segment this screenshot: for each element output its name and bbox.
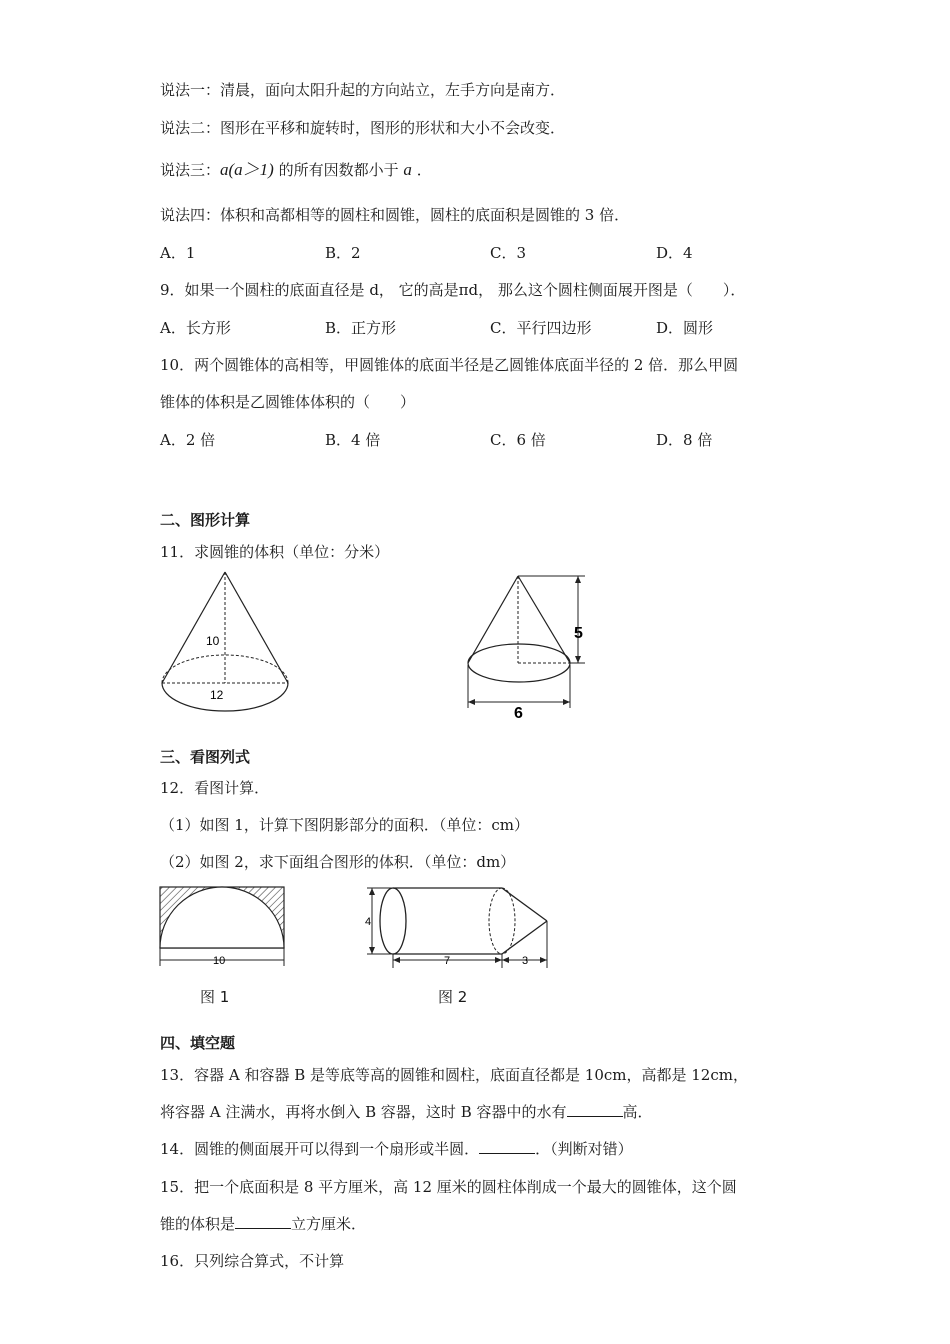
q10-line-2: 锥体的体积是乙圆锥体体积的（ ） [160,393,416,411]
figure-2-height-label: 4 [365,916,372,928]
q10-option-c: C．6 倍 [490,431,546,449]
q13-line-2-end: 高． [622,1103,653,1121]
q15-line-1: 15．把一个底面积是 8 平方厘米，高 12 厘米的圆柱体削成一个最大的圆锥体，这个圆 [160,1178,737,1196]
q8-option-d: D．4 [656,244,693,262]
cone-1-diameter-label: 12 [210,688,224,702]
section-4-title: 四、填空题 [160,1034,236,1052]
q15-line-2-end: 立方厘米． [291,1215,367,1233]
figure-2-cylinder-length-label: 7 [444,955,451,967]
q10-line-1: 10．两个圆锥体的高相等，甲圆锥体的底面半径是乙圆锥体底面半径的 2 倍．那么甲圆 [160,356,739,374]
cone-2-diameter-label: 6 [514,705,523,722]
statement-3 [160,160,432,180]
statement-3-end: ． [416,161,432,179]
q14-text: 14．圆锥的侧面展开可以得到一个扇形或半圆． [160,1140,480,1158]
figure-1-width-label: 10 [213,955,226,967]
q14 [160,1139,633,1159]
q9-option-b: B．正方形 [325,319,397,337]
q8-option-b: B．2 [325,244,361,262]
q12-part-2: （2）如图 2，求下面组合图形的体积．（单位：dm） [160,853,516,871]
statement-3-math: a(a＞1) [220,160,274,179]
q13-line-2-text: 将容器 A 注满水，再将水倒入 B 容器，这时 B 容器中的水有 [160,1103,567,1121]
statement-4: 说法四：体积和高都相等的圆柱和圆锥，圆柱的底面积是圆锥的 3 倍． [160,206,630,224]
section-2-title: 二、图形计算 [160,511,251,529]
section-3-title: 三、看图列式 [160,748,251,766]
cone-figure-1 [155,568,295,718]
q9-text: 9．如果一个圆柱的底面直径是 d， 它的高是πd， 那么这个圆柱侧面展开图是（ ）． [160,281,746,299]
q10-option-b: B．4 倍 [325,431,381,449]
q8-option-a: A．1 [160,244,196,262]
cone-figure-2 [460,568,600,723]
q13-line-2 [160,1102,653,1122]
figure-2-combined-solid [362,880,557,975]
q15-answer-blank[interactable] [235,1214,291,1229]
q9-option-d: D．圆形 [656,319,714,337]
q9-option-a: A．长方形 [160,319,231,337]
figure-1-caption: 图 1 [200,988,230,1006]
statement-3-mid: 的所有因数都小于 [278,161,399,179]
figure-2-caption: 图 2 [438,988,468,1006]
q14-end: ．（判断对错） [535,1140,633,1158]
q8-option-c: C．3 [490,244,527,262]
q10-option-d: D．8 倍 [656,431,713,449]
statement-3-var: a [403,160,412,179]
q13-line-1: 13．容器 A 和容器 B 是等底等高的圆锥和圆柱，底面直径都是 10cm，高都是 12cm， [160,1066,748,1084]
statement-1: 说法一：清晨，面向太阳升起的方向站立，左手方向是南方． [160,81,566,99]
q11-text: 11．求圆锥的体积（单位：分米） [160,543,390,561]
q15-line-2-text: 锥的体积是 [160,1215,236,1233]
figure-2-cone-length-label: 3 [522,955,529,967]
q15-line-2 [160,1214,366,1234]
q9-option-c: C．平行四边形 [490,319,592,337]
q13-answer-blank[interactable] [567,1102,623,1117]
q12-text: 12．看图计算． [160,779,270,797]
q10-option-a: A．2 倍 [160,431,216,449]
cone-1-height-label: 10 [206,634,220,648]
statement-2: 说法二：图形在平移和旋转时，图形的形状和大小不会改变． [160,119,566,137]
q16-text: 16．只列综合算式，不计算 [160,1252,345,1270]
q12-part-1: （1）如图 1，计算下图阴影部分的面积．（单位：cm） [160,816,529,834]
cone-2-height-label: 5 [574,625,583,642]
figure-1-shaded-area [155,880,290,975]
statement-3-prefix: 说法三： [160,161,221,179]
q14-answer-blank[interactable] [479,1139,535,1154]
